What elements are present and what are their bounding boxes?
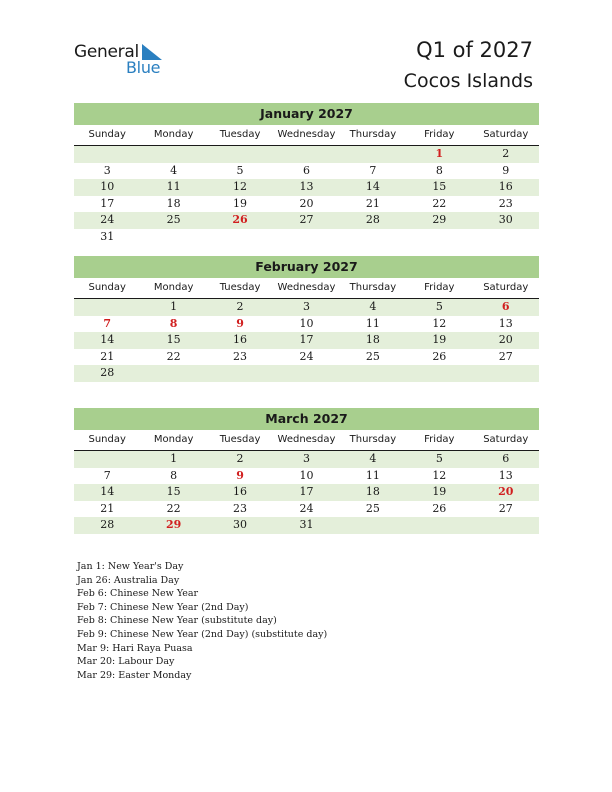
week-row — [74, 468, 539, 485]
day-cell — [74, 146, 140, 163]
day-cell: 16 — [233, 485, 248, 499]
day-cell: 25 — [365, 501, 380, 515]
day-cell: 20 — [299, 196, 314, 210]
day-cell: 17 — [100, 196, 115, 210]
holiday-entry: Mar 9: Hari Raya Puasa — [77, 642, 193, 654]
day-cell — [406, 229, 472, 246]
logo — [74, 42, 174, 78]
weekday-label: Wednesday — [277, 434, 336, 445]
day-cell: 9 — [236, 316, 244, 330]
week-rows — [74, 299, 539, 382]
day-cell: 14 — [100, 333, 115, 347]
day-cell: 19 — [233, 196, 248, 210]
weekday-label: Sunday — [88, 434, 126, 445]
day-cell — [207, 365, 273, 382]
day-cell: 21 — [365, 196, 380, 210]
day-cell — [340, 517, 406, 534]
day-cell: 1 — [435, 147, 444, 160]
day-cell: 2 — [236, 452, 244, 465]
week-row — [74, 517, 539, 534]
day-cell — [74, 451, 140, 468]
holiday-entry: Jan 26: Australia Day — [77, 574, 180, 586]
day-cell: 11 — [365, 316, 380, 330]
day-cell: 4 — [369, 300, 377, 313]
day-cell: 5 — [435, 452, 443, 465]
day-cell — [273, 365, 339, 382]
day-cell — [340, 365, 406, 382]
day-cell: 23 — [498, 196, 513, 210]
day-cell: 1 — [170, 452, 178, 465]
day-cell: 15 — [166, 485, 181, 499]
weekday-label: Saturday — [483, 282, 529, 293]
week-row — [74, 451, 539, 468]
day-cell: 12 — [432, 316, 447, 330]
logo-blue-text: Blue — [126, 58, 161, 77]
holiday-entry: Jan 1: New Year's Day — [77, 561, 184, 572]
day-cell: 20 — [498, 485, 514, 499]
day-cell: 22 — [432, 196, 447, 210]
week-row — [74, 349, 539, 366]
day-cell: 22 — [166, 501, 181, 515]
day-cell: 18 — [365, 333, 380, 347]
day-cell: 11 — [166, 180, 181, 194]
day-cell: 2 — [236, 300, 244, 313]
weekday-label: Thursday — [349, 129, 397, 140]
day-cell: 28 — [100, 518, 115, 532]
week-rows — [74, 451, 539, 534]
month-march — [74, 408, 539, 534]
day-cell: 7 — [369, 163, 377, 177]
day-cell — [340, 146, 406, 163]
day-cell: 10 — [299, 316, 314, 330]
day-cell: 31 — [100, 229, 115, 243]
day-cell: 10 — [299, 468, 314, 482]
day-cell: 25 — [365, 349, 380, 363]
weekday-label: Monday — [153, 434, 194, 445]
day-cell: 4 — [369, 452, 377, 465]
day-cell: 2 — [502, 147, 510, 160]
weekday-label: Sunday — [88, 129, 126, 140]
month-header: March 2027 — [74, 408, 539, 430]
weekday-label: Friday — [424, 129, 455, 140]
day-cell: 16 — [498, 180, 513, 194]
holiday-entry: Feb 6: Chinese New Year — [77, 588, 199, 600]
day-cell: 1 — [170, 300, 178, 313]
day-cell: 26 — [432, 501, 447, 515]
weekday-label: Friday — [424, 434, 455, 445]
day-cell: 6 — [501, 300, 510, 313]
weekday-row — [74, 430, 539, 451]
month-february — [74, 256, 539, 382]
day-cell — [140, 146, 206, 163]
day-cell: 16 — [233, 333, 248, 347]
day-cell: 7 — [103, 316, 112, 330]
weekday-label: Monday — [153, 282, 194, 293]
day-cell: 8 — [435, 163, 443, 177]
weekday-row — [74, 278, 539, 299]
day-cell: 23 — [233, 349, 248, 363]
week-row — [74, 365, 539, 382]
day-cell: 12 — [432, 468, 447, 482]
week-row — [74, 146, 539, 163]
day-cell: 10 — [100, 180, 115, 194]
day-cell: 4 — [170, 163, 178, 177]
day-cell: 5 — [236, 163, 244, 177]
day-cell: 24 — [100, 213, 115, 227]
holiday-list — [77, 560, 327, 682]
day-cell: 17 — [299, 333, 314, 347]
day-cell: 8 — [169, 316, 178, 330]
week-row — [74, 332, 539, 349]
day-cell — [406, 365, 472, 382]
day-cell: 21 — [100, 501, 115, 515]
weekday-label: Thursday — [349, 434, 397, 445]
day-cell: 18 — [166, 196, 181, 210]
day-cell: 8 — [170, 468, 178, 482]
day-cell: 5 — [435, 300, 443, 313]
weekday-label: Monday — [153, 129, 194, 140]
day-cell: 21 — [100, 349, 115, 363]
page-subtitle: Cocos Islands — [403, 70, 533, 92]
day-cell — [273, 229, 339, 246]
weekday-label: Sunday — [88, 282, 126, 293]
day-cell: 27 — [299, 213, 314, 227]
weekday-label: Tuesday — [219, 434, 261, 445]
day-cell: 12 — [233, 180, 248, 194]
day-cell: 18 — [365, 485, 380, 499]
logo-general-text: General — [74, 42, 139, 62]
day-cell — [273, 146, 339, 163]
week-row — [74, 196, 539, 213]
day-cell: 22 — [166, 349, 181, 363]
day-cell: 27 — [498, 501, 513, 515]
weekday-label: Saturday — [483, 129, 529, 140]
day-cell: 19 — [432, 333, 447, 347]
day-cell: 19 — [432, 485, 447, 499]
day-cell: 3 — [103, 163, 111, 177]
day-cell: 30 — [498, 213, 513, 227]
weekday-label: Saturday — [483, 434, 529, 445]
day-cell: 7 — [103, 468, 111, 482]
day-cell: 23 — [233, 501, 248, 515]
day-cell: 17 — [299, 485, 314, 499]
day-cell: 6 — [502, 452, 510, 465]
day-cell: 26 — [232, 213, 248, 227]
day-cell — [207, 229, 273, 246]
day-cell: 9 — [236, 468, 244, 482]
week-row — [74, 179, 539, 196]
day-cell: 30 — [233, 518, 248, 532]
week-row — [74, 316, 539, 333]
day-cell: 13 — [498, 468, 513, 482]
day-cell: 27 — [498, 349, 513, 363]
day-cell: 31 — [299, 518, 314, 532]
day-cell: 26 — [432, 349, 447, 363]
day-cell: 29 — [432, 213, 447, 227]
week-row — [74, 229, 539, 246]
weekday-row — [74, 125, 539, 146]
day-cell: 13 — [299, 180, 314, 194]
day-cell: 9 — [502, 163, 510, 177]
holiday-entry: Feb 7: Chinese New Year (2nd Day) — [77, 601, 249, 613]
day-cell: 20 — [498, 333, 513, 347]
day-cell — [140, 229, 206, 246]
weekday-label: Tuesday — [219, 282, 261, 293]
day-cell: 15 — [432, 180, 447, 194]
month-header: February 2027 — [74, 256, 539, 278]
day-cell — [406, 517, 472, 534]
page-title: Q1 of 2027 — [416, 38, 533, 62]
weekday-label: Wednesday — [277, 129, 336, 140]
weekday-label: Wednesday — [277, 282, 336, 293]
day-cell: 3 — [302, 300, 310, 313]
day-cell: 24 — [299, 349, 314, 363]
day-cell — [473, 229, 539, 246]
holiday-entry: Mar 29: Easter Monday — [77, 669, 192, 681]
week-rows — [74, 146, 539, 246]
day-cell: 13 — [498, 316, 513, 330]
holiday-entry: Feb 8: Chinese New Year (substitute day) — [77, 615, 277, 627]
day-cell — [74, 299, 140, 316]
weekday-label: Friday — [424, 282, 455, 293]
day-cell — [473, 517, 539, 534]
holiday-entry: Mar 20: Labour Day — [77, 656, 175, 668]
week-row — [74, 212, 539, 229]
day-cell: 15 — [166, 333, 181, 347]
day-cell: 28 — [100, 366, 115, 380]
day-cell — [473, 365, 539, 382]
day-cell: 11 — [365, 468, 380, 482]
week-row — [74, 501, 539, 518]
day-cell: 29 — [165, 518, 182, 532]
day-cell: 14 — [365, 180, 380, 194]
day-cell: 14 — [100, 485, 115, 499]
day-cell: 28 — [365, 213, 380, 227]
month-header: January 2027 — [74, 103, 539, 125]
day-cell — [207, 146, 273, 163]
week-row — [74, 484, 539, 501]
month-january — [74, 103, 539, 246]
holiday-entry: Feb 9: Chinese New Year (2nd Day) (substitute day) — [77, 628, 328, 640]
day-cell: 6 — [302, 163, 310, 177]
day-cell: 24 — [299, 501, 314, 515]
weekday-label: Thursday — [349, 282, 397, 293]
day-cell: 3 — [302, 452, 310, 465]
week-row — [74, 163, 539, 180]
day-cell: 25 — [166, 213, 181, 227]
day-cell — [340, 229, 406, 246]
week-row — [74, 299, 539, 316]
day-cell — [140, 365, 206, 382]
weekday-label: Tuesday — [219, 129, 261, 140]
